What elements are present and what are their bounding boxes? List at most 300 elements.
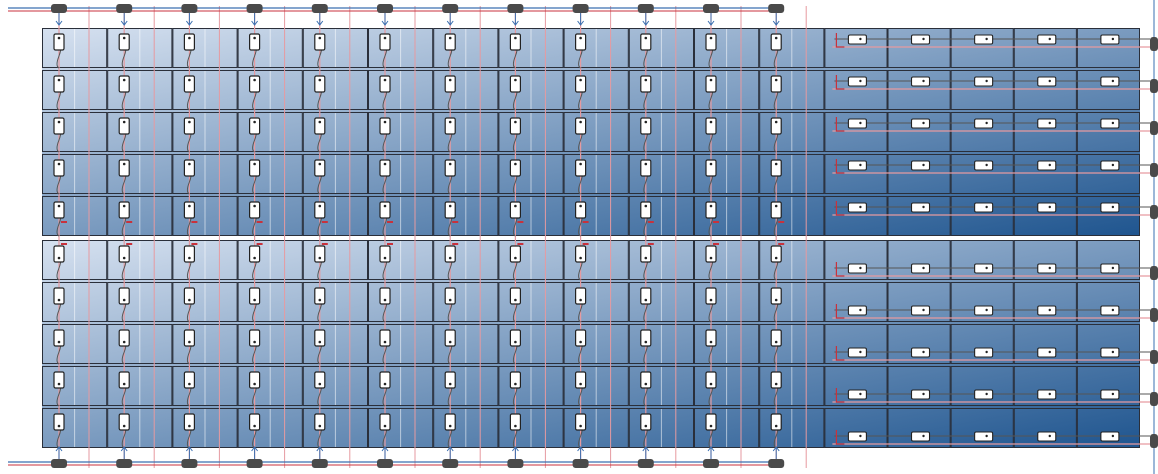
junction-terminal-icon xyxy=(775,205,778,208)
junction-box-icon xyxy=(771,288,781,304)
junction-box-icon xyxy=(250,160,260,176)
junction-box-icon xyxy=(380,330,390,346)
junction-terminal-icon xyxy=(253,257,256,260)
junction-box-icon xyxy=(445,330,455,346)
junction-box-icon xyxy=(380,246,390,262)
junction-box-icon xyxy=(445,414,455,430)
arrow-up-icon xyxy=(382,447,388,459)
junction-terminal-icon xyxy=(319,121,322,124)
mc4-connector-icon xyxy=(1150,79,1158,93)
junction-terminal-icon xyxy=(922,80,924,82)
junction-terminal-icon xyxy=(1112,38,1114,40)
junction-terminal-icon xyxy=(1049,80,1051,82)
junction-box-icon xyxy=(1038,203,1056,212)
mc4-connector-icon xyxy=(573,4,589,13)
junction-terminal-icon xyxy=(514,341,517,344)
junction-box-icon xyxy=(380,202,390,218)
junction-box-icon xyxy=(771,246,781,262)
junction-terminal-icon xyxy=(1049,351,1051,353)
junction-terminal-icon xyxy=(58,37,61,40)
junction-terminal-icon xyxy=(645,121,648,124)
junction-terminal-icon xyxy=(188,341,191,344)
junction-box-icon xyxy=(510,288,520,304)
junction-box-icon xyxy=(380,288,390,304)
junction-box-icon xyxy=(706,160,716,176)
junction-box-icon xyxy=(1101,264,1119,273)
junction-box-icon xyxy=(912,203,930,212)
junction-terminal-icon xyxy=(514,257,517,260)
junction-terminal-icon xyxy=(1112,435,1114,437)
junction-terminal-icon xyxy=(188,205,191,208)
arrow-up-icon xyxy=(512,447,518,459)
junction-box-icon xyxy=(1038,348,1056,357)
junction-box-icon xyxy=(1038,35,1056,44)
arrow-up-icon xyxy=(773,447,779,459)
arrow-down-icon xyxy=(447,13,453,25)
junction-terminal-icon xyxy=(319,341,322,344)
mc4-connector-icon xyxy=(1150,392,1158,406)
junction-terminal-icon xyxy=(384,425,387,428)
junction-terminal-icon xyxy=(384,205,387,208)
junction-box-icon xyxy=(576,202,586,218)
junction-terminal-icon xyxy=(449,37,452,40)
junction-box-icon xyxy=(641,246,651,262)
arrow-up-icon xyxy=(252,447,258,459)
junction-box-icon xyxy=(315,160,325,176)
junction-box-icon xyxy=(641,288,651,304)
junction-terminal-icon xyxy=(775,257,778,260)
junction-terminal-icon xyxy=(985,309,987,311)
junction-terminal-icon xyxy=(319,79,322,82)
junction-box-icon xyxy=(380,34,390,50)
junction-box-icon xyxy=(641,202,651,218)
junction-terminal-icon xyxy=(384,257,387,260)
junction-terminal-icon xyxy=(253,341,256,344)
junction-box-icon xyxy=(184,414,194,430)
arrow-down-icon xyxy=(512,13,518,25)
junction-box-icon xyxy=(250,288,260,304)
junction-terminal-icon xyxy=(253,79,256,82)
junction-terminal-icon xyxy=(579,425,582,428)
junction-box-icon xyxy=(315,34,325,50)
junction-terminal-icon xyxy=(123,79,126,82)
junction-box-icon xyxy=(54,414,64,430)
junction-terminal-icon xyxy=(384,163,387,166)
junction-terminal-icon xyxy=(859,435,861,437)
junction-box-icon xyxy=(54,202,64,218)
arrow-up-icon xyxy=(317,447,323,459)
junction-terminal-icon xyxy=(922,393,924,395)
junction-terminal-icon xyxy=(1049,164,1051,166)
junction-box-icon xyxy=(380,414,390,430)
junction-terminal-icon xyxy=(579,341,582,344)
junction-box-icon xyxy=(250,76,260,92)
junction-terminal-icon xyxy=(319,299,322,302)
junction-terminal-icon xyxy=(859,122,861,124)
junction-terminal-icon xyxy=(775,37,778,40)
junction-terminal-icon xyxy=(1112,164,1114,166)
junction-terminal-icon xyxy=(384,79,387,82)
junction-box-icon xyxy=(576,76,586,92)
junction-terminal-icon xyxy=(922,206,924,208)
mc4-connector-icon xyxy=(247,4,263,13)
arrow-down-icon xyxy=(56,13,62,25)
junction-terminal-icon xyxy=(188,121,191,124)
junction-box-icon xyxy=(510,160,520,176)
junction-terminal-icon xyxy=(514,37,517,40)
junction-box-icon xyxy=(706,202,716,218)
junction-box-icon xyxy=(706,118,716,134)
junction-box-icon xyxy=(975,432,993,441)
junction-box-icon xyxy=(54,372,64,388)
junction-box-icon xyxy=(706,288,716,304)
arrow-down-icon xyxy=(382,13,388,25)
junction-terminal-icon xyxy=(1112,122,1114,124)
junction-terminal-icon xyxy=(775,425,778,428)
mc4-connector-icon xyxy=(1150,266,1158,280)
junction-terminal-icon xyxy=(319,163,322,166)
junction-box-icon xyxy=(912,35,930,44)
junction-terminal-icon xyxy=(1049,435,1051,437)
junction-box-icon xyxy=(184,372,194,388)
junction-terminal-icon xyxy=(775,121,778,124)
junction-box-icon xyxy=(706,246,716,262)
junction-terminal-icon xyxy=(253,383,256,386)
junction-box-icon xyxy=(641,118,651,134)
junction-box-icon xyxy=(445,202,455,218)
junction-terminal-icon xyxy=(253,299,256,302)
junction-terminal-icon xyxy=(775,163,778,166)
junction-terminal-icon xyxy=(1112,393,1114,395)
junction-box-icon xyxy=(706,372,716,388)
junction-box-icon xyxy=(119,372,129,388)
junction-box-icon xyxy=(184,118,194,134)
junction-terminal-icon xyxy=(58,121,61,124)
junction-terminal-icon xyxy=(859,164,861,166)
junction-terminal-icon xyxy=(710,79,713,82)
junction-box-icon xyxy=(975,203,993,212)
junction-terminal-icon xyxy=(514,425,517,428)
junction-terminal-icon xyxy=(253,205,256,208)
junction-box-icon xyxy=(576,330,586,346)
junction-terminal-icon xyxy=(579,383,582,386)
mc4-connector-icon xyxy=(181,4,197,13)
junction-terminal-icon xyxy=(253,163,256,166)
junction-box-icon xyxy=(250,246,260,262)
junction-box-icon xyxy=(510,414,520,430)
mc4-connector-icon xyxy=(507,4,523,13)
mc4-connector-icon xyxy=(377,459,393,468)
junction-box-icon xyxy=(975,119,993,128)
junction-terminal-icon xyxy=(645,79,648,82)
junction-terminal-icon xyxy=(188,299,191,302)
junction-terminal-icon xyxy=(710,37,713,40)
junction-terminal-icon xyxy=(514,383,517,386)
junction-terminal-icon xyxy=(253,37,256,40)
junction-box-icon xyxy=(912,390,930,399)
junction-box-icon xyxy=(706,414,716,430)
junction-terminal-icon xyxy=(859,351,861,353)
junction-terminal-icon xyxy=(645,205,648,208)
junction-terminal-icon xyxy=(384,299,387,302)
junction-box-icon xyxy=(119,288,129,304)
junction-box-icon xyxy=(1038,77,1056,86)
junction-box-icon xyxy=(975,35,993,44)
mc4-connector-icon xyxy=(312,4,328,13)
junction-terminal-icon xyxy=(514,79,517,82)
junction-terminal-icon xyxy=(985,267,987,269)
junction-terminal-icon xyxy=(449,299,452,302)
junction-terminal-icon xyxy=(922,164,924,166)
junction-terminal-icon xyxy=(645,299,648,302)
mc4-connector-icon xyxy=(442,459,458,468)
junction-terminal-icon xyxy=(449,425,452,428)
junction-terminal-icon xyxy=(985,393,987,395)
junction-terminal-icon xyxy=(1049,206,1051,208)
junction-box-icon xyxy=(315,330,325,346)
junction-terminal-icon xyxy=(579,205,582,208)
junction-box-icon xyxy=(1101,161,1119,170)
junction-terminal-icon xyxy=(514,121,517,124)
junction-box-icon xyxy=(848,348,866,357)
junction-box-icon xyxy=(250,330,260,346)
junction-box-icon xyxy=(445,118,455,134)
arrow-down-icon xyxy=(708,13,714,25)
junction-box-icon xyxy=(184,288,194,304)
junction-box-icon xyxy=(119,414,129,430)
junction-terminal-icon xyxy=(58,299,61,302)
junction-terminal-icon xyxy=(514,299,517,302)
junction-terminal-icon xyxy=(1112,351,1114,353)
junction-box-icon xyxy=(315,76,325,92)
junction-box-icon xyxy=(315,202,325,218)
junction-box-icon xyxy=(848,306,866,315)
junction-box-icon xyxy=(315,246,325,262)
junction-terminal-icon xyxy=(253,425,256,428)
junction-terminal-icon xyxy=(579,37,582,40)
junction-box-icon xyxy=(912,264,930,273)
junction-box-icon xyxy=(848,35,866,44)
junction-box-icon xyxy=(1038,264,1056,273)
mc4-connector-icon xyxy=(703,459,719,468)
junction-box-icon xyxy=(706,34,716,50)
junction-box-icon xyxy=(848,432,866,441)
junction-box-icon xyxy=(576,372,586,388)
junction-terminal-icon xyxy=(710,121,713,124)
mc4-connector-icon xyxy=(247,459,263,468)
junction-box-icon xyxy=(54,160,64,176)
junction-terminal-icon xyxy=(1049,122,1051,124)
junction-terminal-icon xyxy=(188,37,191,40)
junction-box-icon xyxy=(54,118,64,134)
junction-terminal-icon xyxy=(123,37,126,40)
junction-box-icon xyxy=(315,372,325,388)
junction-terminal-icon xyxy=(710,383,713,386)
junction-box-icon xyxy=(1038,432,1056,441)
junction-box-icon xyxy=(119,246,129,262)
junction-box-icon xyxy=(771,330,781,346)
junction-box-icon xyxy=(576,34,586,50)
junction-terminal-icon xyxy=(123,121,126,124)
mc4-connector-icon xyxy=(1150,350,1158,364)
arrow-up-icon xyxy=(56,447,62,459)
junction-box-icon xyxy=(771,202,781,218)
mc4-connector-icon xyxy=(51,4,67,13)
junction-terminal-icon xyxy=(579,121,582,124)
junction-box-icon xyxy=(912,306,930,315)
mc4-connector-icon xyxy=(768,4,784,13)
junction-box-icon xyxy=(54,330,64,346)
junction-box-icon xyxy=(510,76,520,92)
junction-terminal-icon xyxy=(58,383,61,386)
junction-terminal-icon xyxy=(859,309,861,311)
junction-box-icon xyxy=(1101,77,1119,86)
junction-box-icon xyxy=(576,246,586,262)
junction-terminal-icon xyxy=(922,435,924,437)
mc4-connector-icon xyxy=(507,459,523,468)
junction-box-icon xyxy=(119,76,129,92)
junction-terminal-icon xyxy=(579,163,582,166)
junction-terminal-icon xyxy=(188,383,191,386)
junction-box-icon xyxy=(445,288,455,304)
mc4-connector-icon xyxy=(638,4,654,13)
junction-box-icon xyxy=(1101,432,1119,441)
junction-box-icon xyxy=(315,414,325,430)
junction-terminal-icon xyxy=(922,122,924,124)
junction-terminal-icon xyxy=(985,164,987,166)
junction-terminal-icon xyxy=(123,299,126,302)
junction-terminal-icon xyxy=(123,341,126,344)
junction-terminal-icon xyxy=(859,38,861,40)
junction-terminal-icon xyxy=(253,121,256,124)
junction-terminal-icon xyxy=(710,257,713,260)
mc4-connector-icon xyxy=(638,459,654,468)
junction-box-icon xyxy=(641,330,651,346)
arrow-down-icon xyxy=(252,13,258,25)
junction-box-icon xyxy=(380,76,390,92)
junction-terminal-icon xyxy=(922,309,924,311)
junction-box-icon xyxy=(771,160,781,176)
junction-terminal-icon xyxy=(319,383,322,386)
junction-terminal-icon xyxy=(384,341,387,344)
junction-box-icon xyxy=(184,34,194,50)
junction-box-icon xyxy=(641,34,651,50)
mc4-connector-icon xyxy=(181,459,197,468)
junction-box-icon xyxy=(1038,119,1056,128)
junction-terminal-icon xyxy=(1049,309,1051,311)
junction-box-icon xyxy=(510,34,520,50)
mc4-connector-icon xyxy=(768,459,784,468)
junction-terminal-icon xyxy=(319,257,322,260)
junction-box-icon xyxy=(54,288,64,304)
mc4-connector-icon xyxy=(312,459,328,468)
junction-terminal-icon xyxy=(384,121,387,124)
arrow-down-icon xyxy=(578,13,584,25)
arrow-down-icon xyxy=(317,13,323,25)
mc4-connector-icon xyxy=(51,459,67,468)
junction-box-icon xyxy=(54,34,64,50)
mc4-connector-icon xyxy=(703,4,719,13)
junction-box-icon xyxy=(912,161,930,170)
junction-box-icon xyxy=(641,76,651,92)
arrow-down-icon xyxy=(643,13,649,25)
junction-terminal-icon xyxy=(1049,267,1051,269)
junction-terminal-icon xyxy=(710,163,713,166)
junction-terminal-icon xyxy=(514,205,517,208)
junction-box-icon xyxy=(119,160,129,176)
junction-terminal-icon xyxy=(645,163,648,166)
junction-terminal-icon xyxy=(775,79,778,82)
junction-box-icon xyxy=(1101,390,1119,399)
junction-box-icon xyxy=(576,118,586,134)
junction-terminal-icon xyxy=(384,37,387,40)
mc4-connector-icon xyxy=(442,4,458,13)
junction-box-icon xyxy=(510,246,520,262)
junction-box-icon xyxy=(975,390,993,399)
mc4-connector-icon xyxy=(1150,37,1158,51)
junction-box-icon xyxy=(445,34,455,50)
junction-box-icon xyxy=(1038,390,1056,399)
arrow-up-icon xyxy=(121,447,127,459)
junction-box-icon xyxy=(912,77,930,86)
junction-terminal-icon xyxy=(579,299,582,302)
mc4-connector-icon xyxy=(377,4,393,13)
junction-terminal-icon xyxy=(188,425,191,428)
junction-terminal-icon xyxy=(514,163,517,166)
junction-terminal-icon xyxy=(449,205,452,208)
junction-terminal-icon xyxy=(449,257,452,260)
junction-box-icon xyxy=(250,34,260,50)
junction-box-icon xyxy=(250,202,260,218)
junction-box-icon xyxy=(848,119,866,128)
junction-terminal-icon xyxy=(123,163,126,166)
junction-terminal-icon xyxy=(123,257,126,260)
junction-box-icon xyxy=(1038,306,1056,315)
junction-terminal-icon xyxy=(645,341,648,344)
junction-box-icon xyxy=(848,161,866,170)
junction-box-icon xyxy=(771,118,781,134)
junction-box-icon xyxy=(641,372,651,388)
arrow-down-icon xyxy=(773,13,779,25)
junction-terminal-icon xyxy=(710,425,713,428)
junction-terminal-icon xyxy=(859,393,861,395)
junction-terminal-icon xyxy=(1112,80,1114,82)
junction-terminal-icon xyxy=(985,435,987,437)
junction-box-icon xyxy=(848,203,866,212)
junction-box-icon xyxy=(119,330,129,346)
junction-terminal-icon xyxy=(58,79,61,82)
junction-box-icon xyxy=(250,414,260,430)
junction-box-icon xyxy=(848,264,866,273)
arrow-up-icon xyxy=(643,447,649,459)
junction-box-icon xyxy=(184,160,194,176)
junction-box-icon xyxy=(54,246,64,262)
junction-terminal-icon xyxy=(449,383,452,386)
junction-terminal-icon xyxy=(384,383,387,386)
junction-terminal-icon xyxy=(645,37,648,40)
junction-box-icon xyxy=(184,202,194,218)
junction-box-icon xyxy=(315,118,325,134)
junction-terminal-icon xyxy=(579,79,582,82)
junction-terminal-icon xyxy=(188,163,191,166)
junction-box-icon xyxy=(119,34,129,50)
junction-box-icon xyxy=(975,306,993,315)
junction-terminal-icon xyxy=(58,425,61,428)
junction-box-icon xyxy=(641,414,651,430)
junction-box-icon xyxy=(1101,35,1119,44)
junction-box-icon xyxy=(771,372,781,388)
junction-box-icon xyxy=(184,76,194,92)
